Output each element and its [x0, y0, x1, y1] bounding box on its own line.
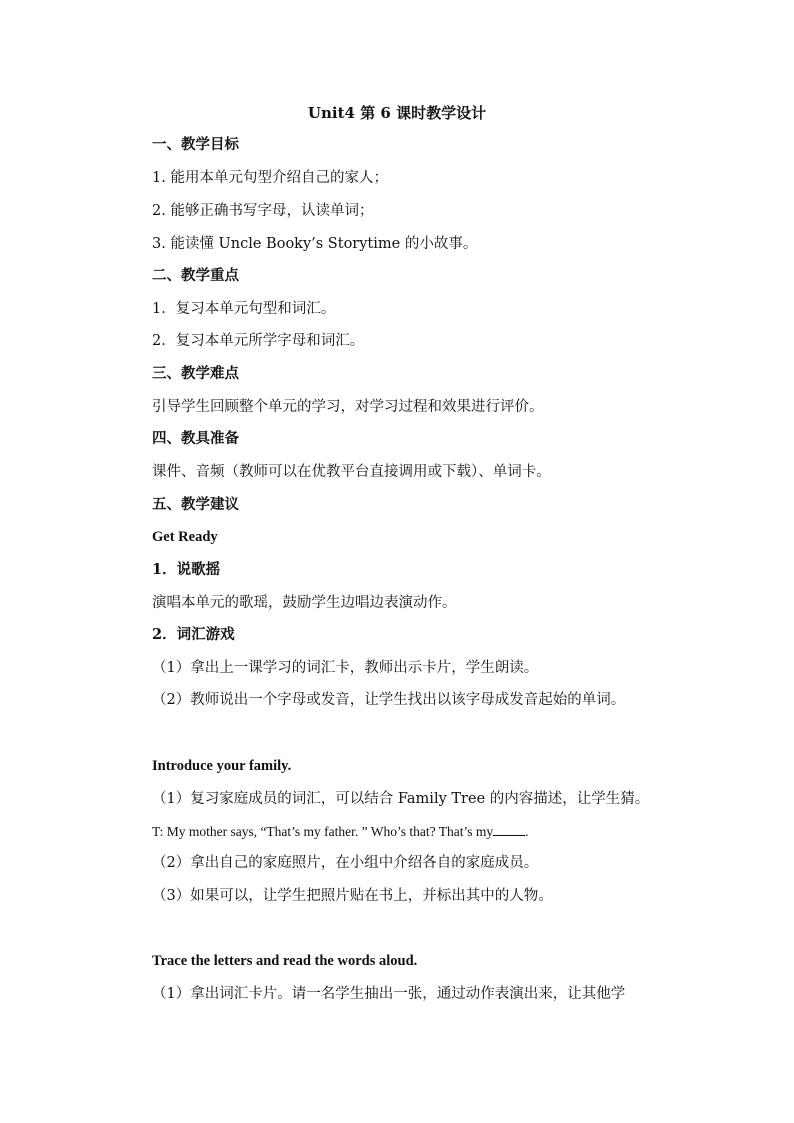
family-dialog-end: .	[525, 824, 529, 839]
section-heading-suggestions: 五、教学建议	[152, 496, 239, 513]
vocab-game-item-2: （2）教师说出一个字母或发音，让学生找出以该字母成发音起始的单词。	[152, 692, 626, 708]
key-point-item-1: 1．复习本单元句型和词汇。	[152, 301, 336, 317]
key-point-item-2: 2．复习本单元所学字母和词汇。	[152, 333, 365, 349]
trace-letters-heading: Trace the letters and read the words aloud.	[152, 953, 418, 969]
objective-item-3: 3. 能读懂 Uncle Booky’s Storytime 的小故事。	[152, 236, 478, 252]
section-heading-objectives: 一、教学目标	[152, 136, 239, 153]
family-dialog-text: T: My mother says, “That’s my father. ” Who’s that? That’s my	[152, 824, 494, 839]
vocab-game-item-1: （1）拿出上一课学习的词汇卡，教师出示卡片，学生朗读。	[152, 660, 539, 676]
chant-heading: 1．说歌摇	[152, 561, 221, 578]
difficulty-text: 引导学生回顾整个单元的学习，对学习过程和效果进行评价。	[152, 399, 544, 415]
vocab-game-heading: 2．词汇游戏	[152, 626, 235, 643]
family-item-1: （1）复习家庭成员的词汇，可以结合 Family Tree 的内容描述，让学生猜。	[152, 791, 650, 807]
section-heading-difficulties: 三、教学难点	[152, 365, 239, 382]
family-item-3: （3）如果可以，让学生把照片贴在书上，并标出其中的人物。	[152, 888, 553, 904]
get-ready-heading: Get Ready	[152, 529, 218, 545]
answer-blank	[493, 821, 525, 836]
materials-text: 课件、音频（教师可以在优教平台直接调用或下载）、单词卡。	[152, 464, 551, 480]
introduce-family-heading: Introduce your family.	[152, 758, 292, 774]
objective-item-2: 2. 能够正确书写字母，认读单词；	[152, 203, 374, 219]
family-item-2: （2）拿出自己的家庭照片，在小组中介绍各自的家庭成员。	[152, 855, 539, 871]
family-dialog	[152, 821, 529, 842]
chant-text: 演唱本单元的歌瑶，鼓励学生边唱边表演动作。	[152, 595, 457, 611]
section-heading-key-points: 二、教学重点	[152, 267, 239, 284]
objective-item-1: 1. 能用本单元句型介绍自己的家人；	[152, 170, 388, 186]
section-heading-materials: 四、教具准备	[152, 430, 239, 447]
trace-item-1: （1）拿出词汇卡片。请一名学生抽出一张，通过动作表演出来，让其他学	[152, 986, 626, 1002]
page-title: Unit4 第 6 课时教学设计	[307, 104, 487, 122]
